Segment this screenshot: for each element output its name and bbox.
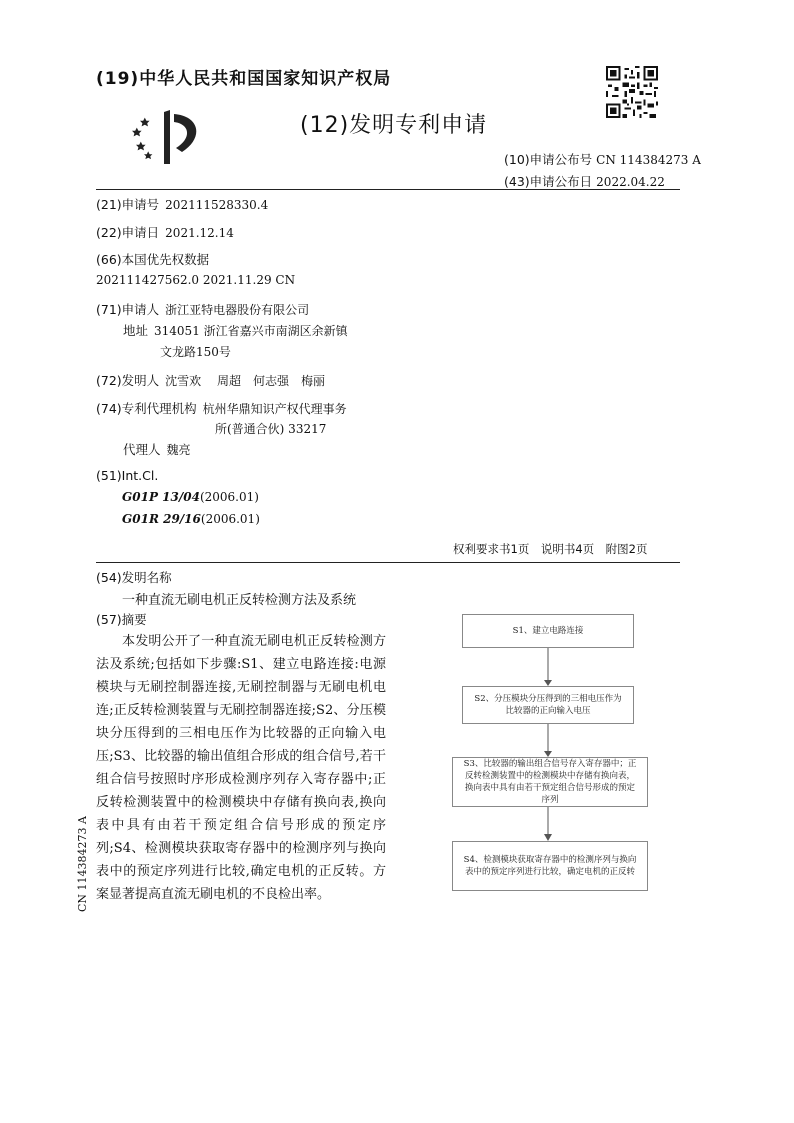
cnipa-logo bbox=[130, 108, 210, 168]
agency bbox=[96, 399, 347, 417]
agency-label: (74)专利代理机构 bbox=[96, 401, 197, 416]
ipc-code: G01R 29/16 bbox=[122, 512, 201, 526]
address-line-1: 314051 浙江省嘉兴市南湖区余新镇 bbox=[154, 324, 348, 338]
applicant-label: (71)申请人 bbox=[96, 302, 160, 317]
priority-label: (66)本国优先权数据 bbox=[96, 252, 210, 267]
ipc-entry bbox=[122, 489, 259, 504]
flow-step-s4: S4、检测模块获取寄存器中的检测序列与换向表中的预定序列进行比较，确定电机的正反转 bbox=[452, 841, 648, 891]
address bbox=[123, 321, 348, 339]
header-divider bbox=[96, 189, 680, 190]
application-number bbox=[96, 195, 268, 213]
agent bbox=[123, 440, 191, 458]
application-date-value: 2021.12.14 bbox=[165, 226, 234, 240]
abstract-label: (57)摘要 bbox=[96, 612, 147, 627]
document-type: (12)发明专利申请 bbox=[300, 113, 488, 138]
inventors-value: 沈雪欢 周超 何志强 梅丽 bbox=[165, 374, 325, 388]
inventors bbox=[96, 371, 325, 389]
invention-title-label: (54)发明名称 bbox=[96, 570, 172, 585]
office-name: (19)中华人民共和国国家知识产权局 bbox=[96, 69, 392, 89]
publication-number-value: CN 114384273 A bbox=[596, 153, 701, 167]
agent-label: 代理人 bbox=[123, 442, 161, 457]
flow-step-s1: S1、建立电路连接 bbox=[462, 614, 634, 648]
application-date bbox=[96, 223, 234, 241]
application-number-label: (21)申请号 bbox=[96, 197, 160, 212]
page-counts: 权利要求书1页 说明书4页 附图2页 bbox=[453, 542, 648, 556]
applicant-value: 浙江亚特电器股份有限公司 bbox=[165, 303, 310, 317]
publication-date-value: 2022.04.22 bbox=[596, 175, 665, 189]
publication-date bbox=[504, 172, 665, 190]
inventors-label: (72)发明人 bbox=[96, 373, 160, 388]
address-line-2: 文龙路150号 bbox=[160, 345, 231, 359]
flow-step-s2: S2、分压模块分压得到的三相电压作为比较器的正向输入电压 bbox=[462, 686, 634, 724]
application-date-label: (22)申请日 bbox=[96, 225, 160, 240]
publication-number bbox=[504, 150, 701, 168]
side-publication-number: CN 114384273 A bbox=[76, 816, 89, 912]
ipc-date: (2006.01) bbox=[200, 512, 260, 526]
flow-step-s3: S3、比较器的输出组合信号存入寄存器中；正反转检测装置中的检测模块中存储有换向表，换向表中具有由若干预定组合信号形成的预定序列 bbox=[452, 757, 648, 807]
publication-number-label: (10)申请公布号 bbox=[504, 152, 593, 167]
flow-arrows bbox=[540, 648, 560, 841]
qr-code-icon bbox=[606, 66, 658, 118]
ipc-code: G01P 13/04 bbox=[122, 490, 200, 504]
publication-date-label: (43)申请公布日 bbox=[504, 174, 593, 189]
agency-line-1: 杭州华鼎知识产权代理事务 bbox=[202, 402, 347, 416]
agency-line-2: 所(普通合伙) 33217 bbox=[215, 422, 327, 436]
address-label: 地址 bbox=[123, 323, 149, 338]
applicant bbox=[96, 300, 309, 318]
ipc-date: (2006.01) bbox=[199, 490, 259, 504]
abstract-text: 本发明公开了一种直流无刷电机正反转检测方法及系统;包括如下步骤:S1、建立电路连接:电源模块与无刷控制器连接,无刷控制器与无刷电机电连;正反转检测装置与无刷控制器连接;S2、分压模块分压得到的三相电压作为比较器的正向输入电压;S3、比较器的输出值组合形成的组合信号,若干组合信号按照时序形成检测序列存入寄存器中;正反转检测装置中的检测模块中存储有换向表,换向表中具有由若干预定组合信号形成的预定序列;S4、检测模块获取寄存器中的检测序列与换向表中的预定序列进行比较,确定电机的正反转。方案显著提高直流无刷电机的不良检出率。 bbox=[96, 634, 386, 902]
invention-title: 一种直流无刷电机正反转检测方法及系统 bbox=[122, 593, 357, 608]
application-number-value: 202111528330.4 bbox=[165, 198, 269, 212]
priority-value: 202111427562.0 2021.11.29 CN bbox=[96, 273, 296, 287]
int-cl-label: (51)Int.Cl. bbox=[96, 468, 159, 483]
section-divider bbox=[96, 562, 680, 563]
agent-value: 魏亮 bbox=[166, 443, 191, 457]
ipc-entry bbox=[122, 511, 260, 526]
